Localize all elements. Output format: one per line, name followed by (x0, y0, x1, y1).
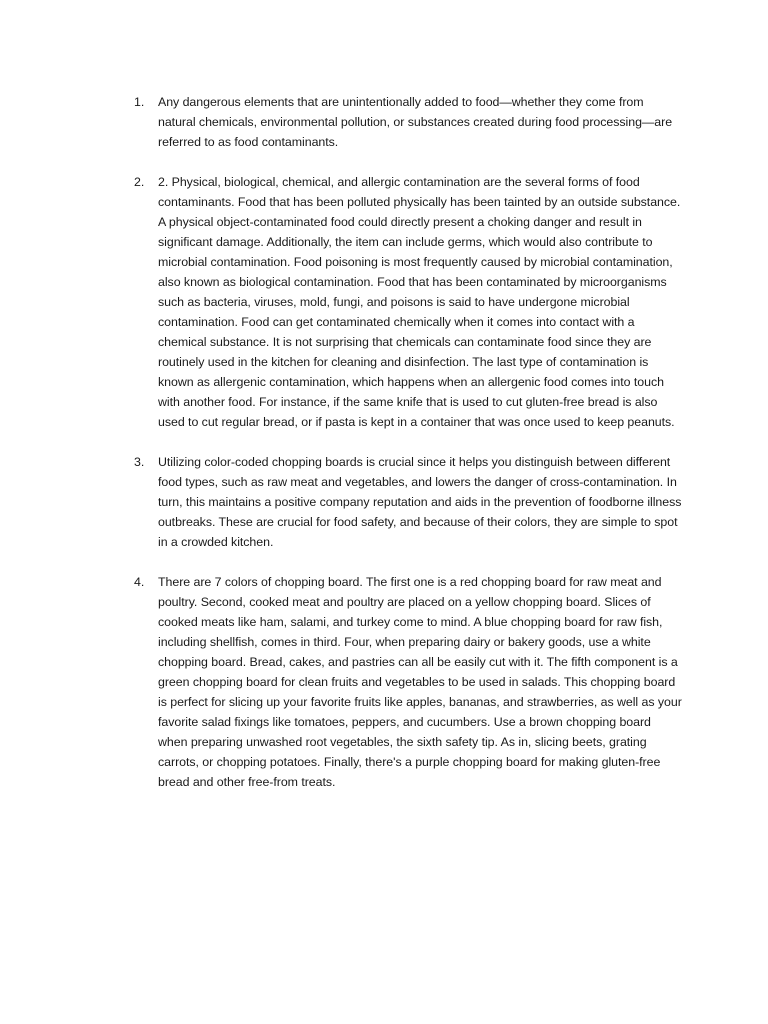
list-item-number: 3. (134, 455, 145, 469)
list-item-number: 4. (134, 575, 145, 589)
list-item (134, 572, 682, 792)
numbered-list (134, 92, 682, 812)
list-item-text: Any dangerous elements that are unintentionally added to food—whether they come from natural chemicals, environmental pollution, or substances created during food processing—are referred to as food contaminants. (158, 95, 673, 149)
list-item-text: There are 7 colors of chopping board. The first one is a red chopping board for raw meat and poultry. Second, cooked meat and poultry are placed on a yellow chopping board. Slices of cooked meats like ham, salami, and turkey come to mind. A blue chopping board for raw fish, including shellfish, comes in third. Four, when preparing dairy or bakery goods, use a white chopping board. Bread, cakes, and pastries can all be easily cut with it. The fifth component is a green chopping board for clean fruits and vegetables to be used in salads. This chopping board is perfect for slicing up your favorite fruits like apples, bananas, and strawberries, as well as your favorite salad fixings like tomatoes, peppers, and cucumbers. Use a brown chopping board when preparing unwashed root vegetables, the sixth safety tip. As in, slicing beets, grating carrots, or chopping potatoes. Finally, there's a purple chopping board for making gluten-free bread and other free-from treats. (158, 575, 682, 789)
list-item-text: 2. Physical, biological, chemical, and allergic contamination are the several forms of food contaminants. Food that has been polluted physically has been tainted by an outside substance. A physical object-contaminated food could directly present a choking danger and result in significant damage. Additionally, the item can include germs, which would also contribute to microbial contamination. Food poisoning is most frequently caused by microbial contamination, also known as biological contamination. Food that has been contaminated by microorganisms such as bacteria, viruses, mold, fungi, and poisons is said to have undergone microbial contamination. Food can get contaminated chemically when it comes into contact with a chemical substance. It is not surprising that chemicals can contaminate food since they are routinely used in the kitchen for cleaning and disinfection. The last type of contamination is known as allergenic contamination, which happens when an allergenic food comes into touch with another food. For instance, if the same knife that is used to cut gluten-free bread is also used to cut regular bread, or if pasta is kept in a container that was once used to keep peanuts. (158, 175, 681, 429)
list-item-number: 1. (134, 95, 145, 109)
list-item (134, 172, 682, 432)
list-item (134, 452, 682, 552)
list-item-text: Utilizing color-coded chopping boards is crucial since it helps you distinguish between different food types, such as raw meat and vegetables, and lowers the danger of cross-contamination. In turn, this maintains a positive company reputation and aids in the prevention of foodborne illness outbreaks. These are crucial for food safety, and because of their colors, they are simple to spot in a crowded kitchen. (158, 455, 682, 549)
list-item (134, 92, 682, 152)
list-item-number: 2. (134, 175, 145, 189)
